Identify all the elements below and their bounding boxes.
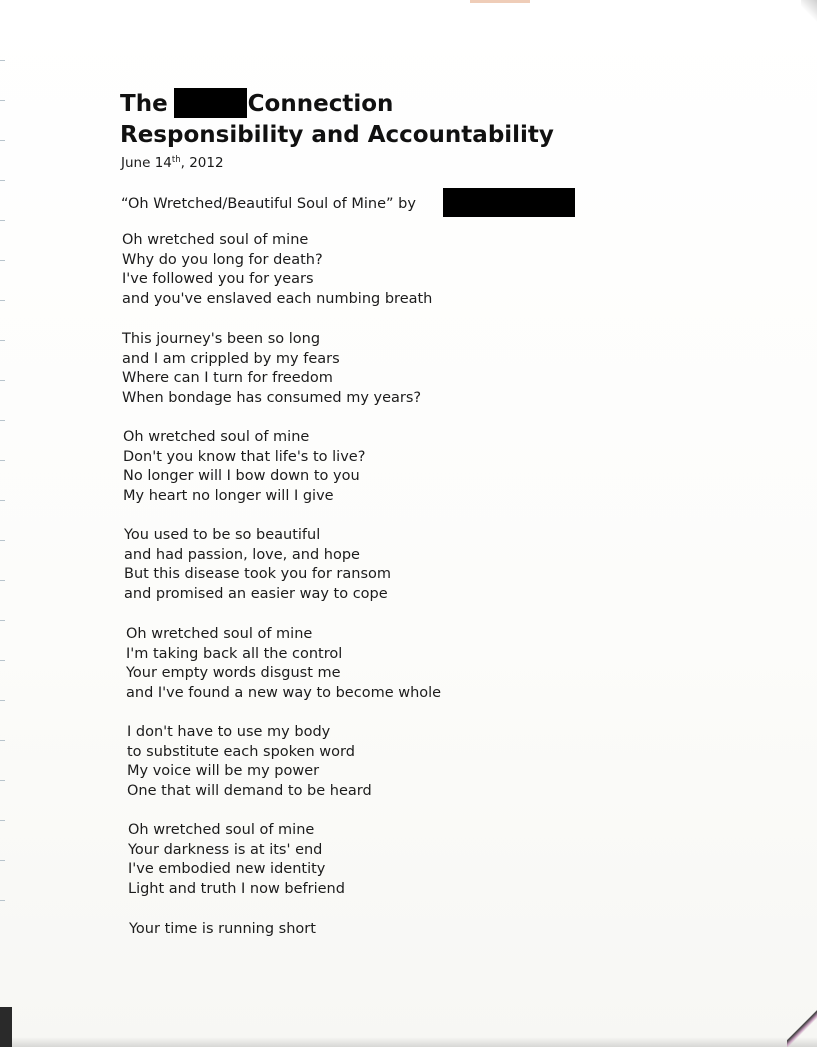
poem-title: “Oh Wretched/Beautiful Soul of Mine” by: [121, 196, 416, 212]
stanza-4: [124, 526, 391, 604]
title-suffix: Connection: [247, 91, 394, 117]
poem-line: I've followed you for years: [122, 271, 314, 287]
poem-line: to substitute each spoken word: [127, 743, 355, 760]
poem-line: Oh wretched soul of mine: [122, 232, 309, 248]
title-redaction: [174, 88, 247, 118]
scan-bottom-edge: [0, 1037, 817, 1047]
poem-line: Oh wretched soul of mine: [126, 626, 313, 642]
scan-smudge: [470, 0, 530, 3]
poem-line: One that will demand to be heard: [127, 782, 372, 799]
date-suffix: th: [171, 155, 181, 165]
stanza-1: [122, 231, 432, 309]
poem-line: Oh wretched soul of mine: [123, 429, 310, 445]
document-subtitle: Responsibility and Accountability: [120, 122, 554, 148]
poem-line: When bondage has consumed my years?: [122, 389, 422, 406]
poem-line: and promised an easier way to cope: [124, 585, 388, 602]
date-main: June 14: [121, 155, 172, 171]
poem-line: My heart no longer will I give: [123, 487, 334, 504]
poem-line: Where can I turn for freedom: [122, 370, 333, 386]
stanza-2: [122, 330, 421, 408]
poem-line: No longer will I bow down to you: [123, 468, 360, 484]
title-prefix: The: [120, 91, 168, 117]
scan-corner-shadow: [0, 1007, 12, 1047]
document-date: [121, 154, 224, 172]
poem-line: Your time is running short: [129, 921, 316, 937]
poem-line: Light and truth I now befriend: [128, 880, 345, 897]
stanza-3: [123, 428, 365, 506]
poem-line: and had passion, love, and hope: [124, 546, 360, 563]
poem-line: Your darkness is at its' end: [128, 841, 323, 858]
poem-line: and I am crippled by my fears: [122, 350, 340, 367]
poem-line: My voice will be my power: [127, 763, 320, 779]
poem-line: I don't have to use my body: [127, 724, 331, 740]
poem-line: You used to be so beautiful: [124, 527, 321, 543]
stanza-5: [126, 625, 441, 703]
author-redaction: [443, 188, 575, 217]
date-year: , 2012: [180, 155, 224, 171]
scan-corner-mark: [787, 1002, 817, 1047]
poem-line: I'm taking back all the control: [126, 645, 343, 662]
document-title: [120, 88, 393, 119]
poem-line: Oh wretched soul of mine: [128, 822, 315, 838]
page-fold: [801, 0, 817, 22]
poem-line: Why do you long for death?: [122, 251, 323, 268]
scan-edge-marks: [0, 60, 6, 940]
stanza-6: [127, 723, 372, 801]
stanza-7: [128, 821, 345, 899]
poem-line: But this disease took you for ransom: [124, 566, 391, 582]
poem-line: This journey's been so long: [122, 331, 321, 347]
poem-line: Your empty words disgust me: [126, 665, 341, 681]
poem-line: I've embodied new identity: [128, 861, 326, 877]
poem-line: and I've found a new way to become whole: [126, 684, 442, 701]
poem-line: and you've enslaved each numbing breath: [122, 290, 433, 307]
poem-line: Don't you know that life's to live?: [123, 448, 366, 465]
stanza-8: [129, 920, 316, 940]
